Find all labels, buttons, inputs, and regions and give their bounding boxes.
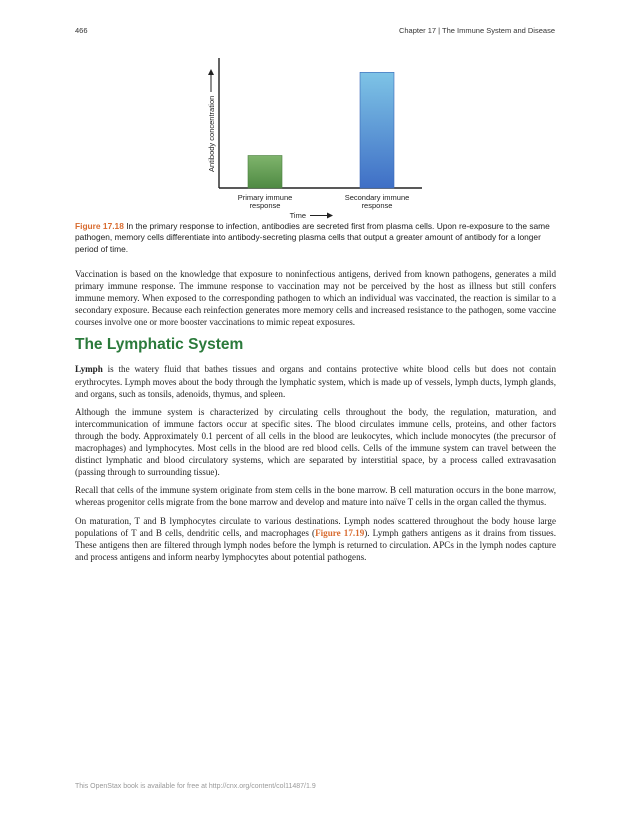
paragraph-lymph [75,363,556,399]
paragraph-vaccination: Vaccination is based on the knowledge that exposure to noninfectious antigens, derived from known pathogens, generates a mild primary immune response. The immune response to vaccination may not be perceived by the host as illness but still confers immune memory. When exposed to the corresponding pathogen to which an individual was vaccinated, the reaction is similar to a secondary exposure. Because each reinfection generates more memory cells and increased resistance to the pathogen, some vaccine courses involve one or more booster vaccinations to mimic repeat exposures. [75,269,556,328]
tick-label-primary-line1: Primary immune [237,193,293,202]
figure-label: Figure 17.18 [75,221,124,231]
paragraph-stem-cells: Recall that cells of the immune system originate from stem cells in the bone marrow. B cell maturation occurs in the bone marrow, whereas progenitor cells migrate from the bone marrow and develop and mature into naïve T cells in the organ called the thymus. [75,485,556,508]
figure-caption [75,221,555,255]
body-text [75,268,556,569]
paragraph-immune-sites: Although the immune system is characterized by circulating cells throughout the body, the regulation, maturation, and intercommunication of immune factors occur at specific sites. The blood circulates immune cells, proteins, and other factors through the body. Approximately 0.1 percent of all cells in the blood are leukocytes, which include monocytes (the precursor of macrophages) and lymphocytes. Most cells in the blood are red blood cells. Cells of the immune system can travel between the distinct lymphatic and blood circulatory systems, which are separated by interstitial space, by a process called extravasation (passing through to surrounding tissue). [75,406,556,478]
tick-label-secondary-line2: response [361,201,393,210]
bar-secondary-response [360,72,394,188]
paragraph-maturation-end: ). Lymph gathers antigens as it drains from tissues. These antigens then are filtered through lymph nodes before the lymph is returned to circulation. APCs in the lymph nodes capture and process antigens and inform nearby lymphocytes about potential pathogens. [75,527,556,562]
paragraph-maturation [75,515,556,563]
page-footer: This OpenStax book is available for free at http://cnx.org/content/col11487/1.9 [75,783,316,790]
bar-primary-response [248,156,282,189]
caption-text: In the primary response to infection, antibodies are secreted first from plasma cells. Upon re-exposure to the same pathogen, memory cells differentiate into antibody-secreting plasma cells that output a greater amount of antibody for a longer period of time. [75,221,550,254]
page-number: 466 [75,26,88,35]
x-axis-label: Time [289,211,306,220]
chapter-title: Chapter 17 | The Immune System and Disease [398,26,555,35]
tick-label-secondary-line1: Secondary immune [344,193,410,202]
antibody-response-chart [0,0,630,225]
tick-label-primary-line2: response [249,201,281,210]
term-lymph: Lymph [75,364,103,375]
figure-17-19-link[interactable]: Figure 17.19 [315,527,365,538]
paragraph-maturation-start: On maturation, T and B lymphocytes circulate to various destinations. Lymph nodes scattered throughout the body house large populations of T and B cells, dendritic cells, and macrophages ( [75,515,556,538]
paragraph-lymph-text: is the watery fluid that bathes tissues and organs and contains protective white blood cells but does not contain erythrocytes. Lymph moves about the body through the lymphatic system, which is made up of vessels, lymph ducts, lymph glands, and organs, such as tonsils, adenoids, thymus, and spleen. [75,364,556,399]
section-heading: The Lymphatic System [75,336,244,354]
y-axis-label: Antibody concentration [207,95,216,172]
